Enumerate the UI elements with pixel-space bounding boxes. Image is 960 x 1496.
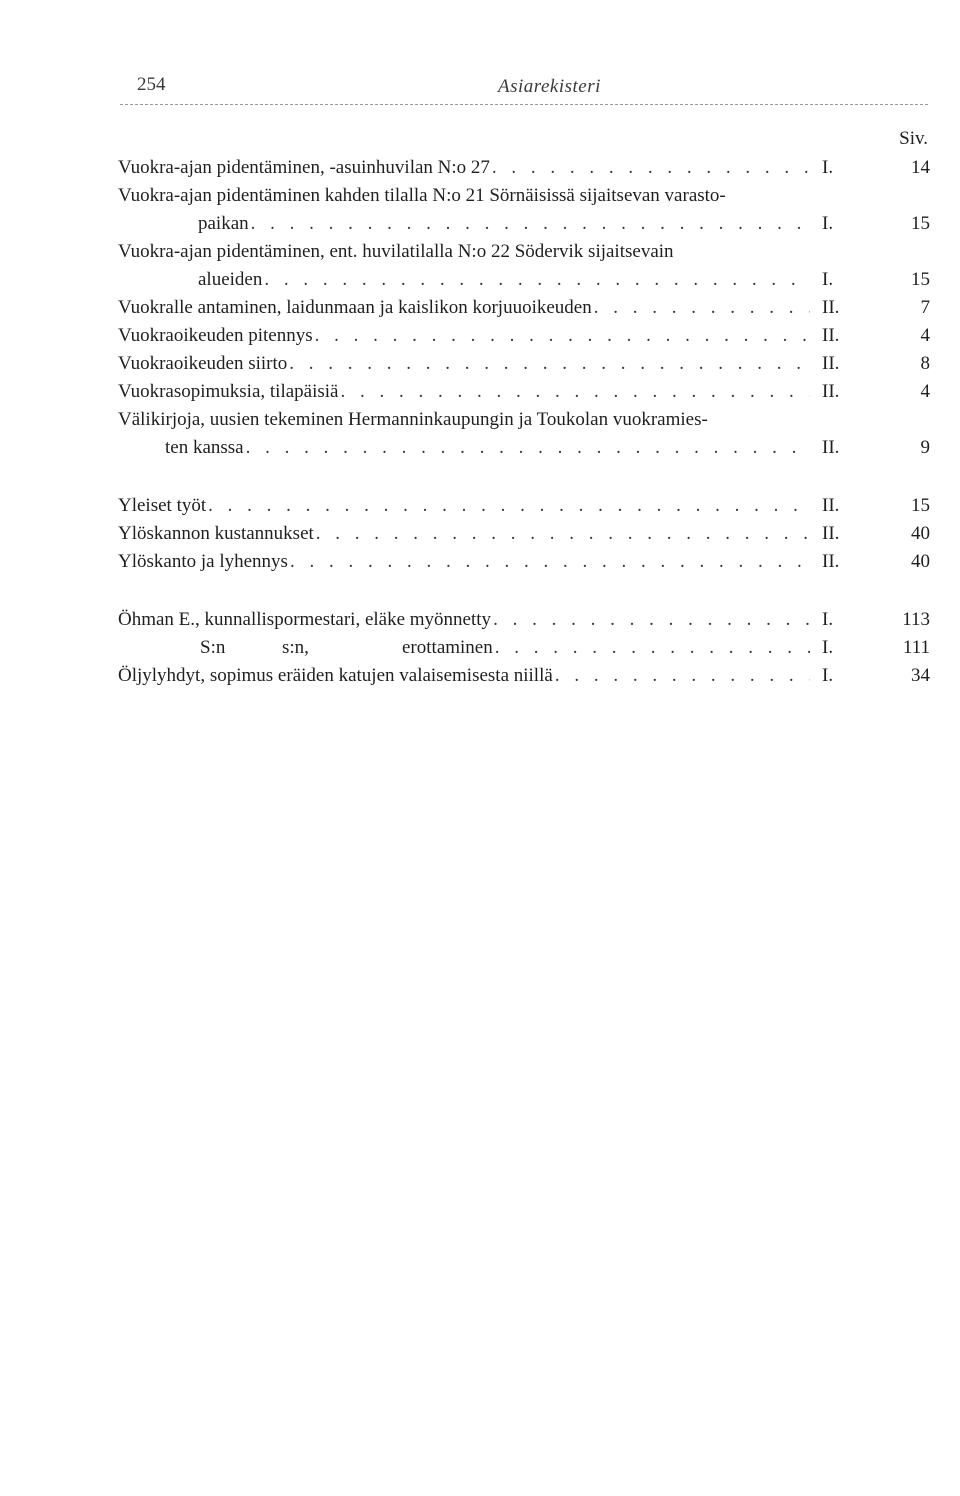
subentry-part: s:n, (282, 637, 309, 658)
volume-number: II. (822, 495, 840, 516)
entry-reference (822, 434, 930, 462)
volume-number: II. (822, 381, 840, 402)
page-column-label: Siv. (899, 128, 928, 149)
entry-reference (822, 606, 930, 634)
entry-reference (822, 378, 930, 406)
page-number: 254 (137, 74, 166, 95)
index-entry (118, 322, 930, 350)
entry-reference (822, 154, 930, 182)
entry-text: Vuokra-ajan pidentäminen, -asuinhuvilan N:o 27 (118, 157, 490, 178)
index-entry (118, 492, 930, 520)
entry-text: Vuokrasopimuksia, tilapäisiä (118, 381, 339, 402)
index-entry (118, 238, 930, 294)
dot-leader (493, 606, 810, 634)
page-reference: 8 (920, 353, 930, 374)
page-reference: 14 (911, 157, 930, 178)
entry-text: Öhman E., kunnallispormestari, eläke myönnetty (118, 609, 492, 630)
page-reference: 4 (920, 381, 930, 402)
page-reference: 15 (911, 269, 930, 290)
page-reference: 4 (920, 325, 930, 346)
page-reference: 40 (911, 551, 930, 572)
entry-reference (822, 662, 930, 690)
header-rule (120, 104, 928, 105)
dot-leader (495, 634, 810, 662)
index-entry (118, 182, 930, 238)
dot-leader (315, 322, 810, 350)
volume-number: II. (822, 523, 840, 544)
dot-leader (341, 378, 811, 406)
page-reference: 111 (902, 637, 930, 658)
page-reference: 9 (920, 437, 930, 458)
dot-leader (289, 350, 810, 378)
entry-text: Yleiset työt (118, 495, 207, 516)
volume-number: I. (822, 665, 834, 686)
index-entry (118, 662, 930, 690)
entry-reference (822, 266, 930, 294)
page-reference: 15 (911, 213, 930, 234)
page-reference: 7 (920, 297, 930, 318)
volume-number: II. (822, 437, 840, 458)
volume-number: I. (822, 637, 834, 658)
entry-reference (822, 548, 930, 576)
dot-leader (492, 154, 810, 182)
entry-text-continued: alueiden (198, 269, 263, 290)
index-entry (118, 350, 930, 378)
index-entry (118, 606, 930, 634)
index-entry (118, 378, 930, 406)
entry-subentry-text (118, 634, 493, 662)
entry-reference (822, 350, 930, 378)
entry-text: Ylöskannon kustannukset (118, 523, 314, 544)
index-entries (118, 154, 930, 690)
page-header (0, 70, 960, 110)
volume-number: I. (822, 157, 834, 178)
entry-text: Öljylyhdyt, sopimus eräiden katujen valaisemisesta niillä (118, 665, 553, 686)
entry-reference (822, 210, 930, 238)
entry-text: Vuokraoikeuden siirto (118, 353, 288, 374)
page-reference: 34 (911, 665, 930, 686)
volume-number: I. (822, 269, 834, 290)
dot-leader (290, 548, 810, 576)
volume-number: II. (822, 297, 840, 318)
page-reference: 40 (911, 523, 930, 544)
entry-reference (822, 520, 930, 548)
page-reference: 113 (902, 609, 930, 630)
subentry-part: erottaminen (402, 637, 493, 658)
dot-leader (316, 520, 810, 548)
entry-reference (822, 634, 930, 662)
dot-leader (264, 266, 810, 294)
dot-leader (555, 662, 810, 690)
entry-text: Vuokraoikeuden pitennys (118, 325, 313, 346)
page-reference: 15 (911, 495, 930, 516)
entry-text-continued: ten kanssa (165, 437, 244, 458)
entry-reference (822, 294, 930, 322)
index-entry (118, 154, 930, 182)
subentry-part: S:n (200, 637, 226, 658)
index-entry (118, 634, 930, 662)
entry-text-continued: paikan (198, 213, 249, 234)
entry-reference (822, 492, 930, 520)
entry-text: Välikirjoja, uusien tekeminen Hermanninkaupungin ja Toukolan vuokramies- (118, 409, 708, 430)
entry-text: Ylöskanto ja lyhennys (118, 551, 288, 572)
volume-number: II. (822, 353, 840, 374)
volume-number: II. (822, 325, 840, 346)
dot-leader (594, 294, 810, 322)
index-entry (118, 548, 930, 576)
volume-number: I. (822, 213, 834, 234)
running-title: Asiarekisteri (498, 76, 601, 97)
dot-leader (251, 210, 810, 238)
index-entry (118, 406, 930, 462)
dot-leader (208, 492, 810, 520)
dot-leader (246, 434, 810, 462)
entry-text: Vuokra-ajan pidentäminen, ent. huvilatilalla N:o 22 Södervik sijaitsevain (118, 241, 674, 262)
index-entry (118, 294, 930, 322)
entry-reference (822, 322, 930, 350)
volume-number: II. (822, 551, 840, 572)
entry-text: Vuokralle antaminen, laidunmaan ja kaislikon korjuuoikeuden (118, 297, 592, 318)
volume-number: I. (822, 609, 834, 630)
index-entry (118, 520, 930, 548)
entry-text: Vuokra-ajan pidentäminen kahden tilalla N:o 21 Sörnäisissä sijaitsevan varasto- (118, 185, 726, 206)
